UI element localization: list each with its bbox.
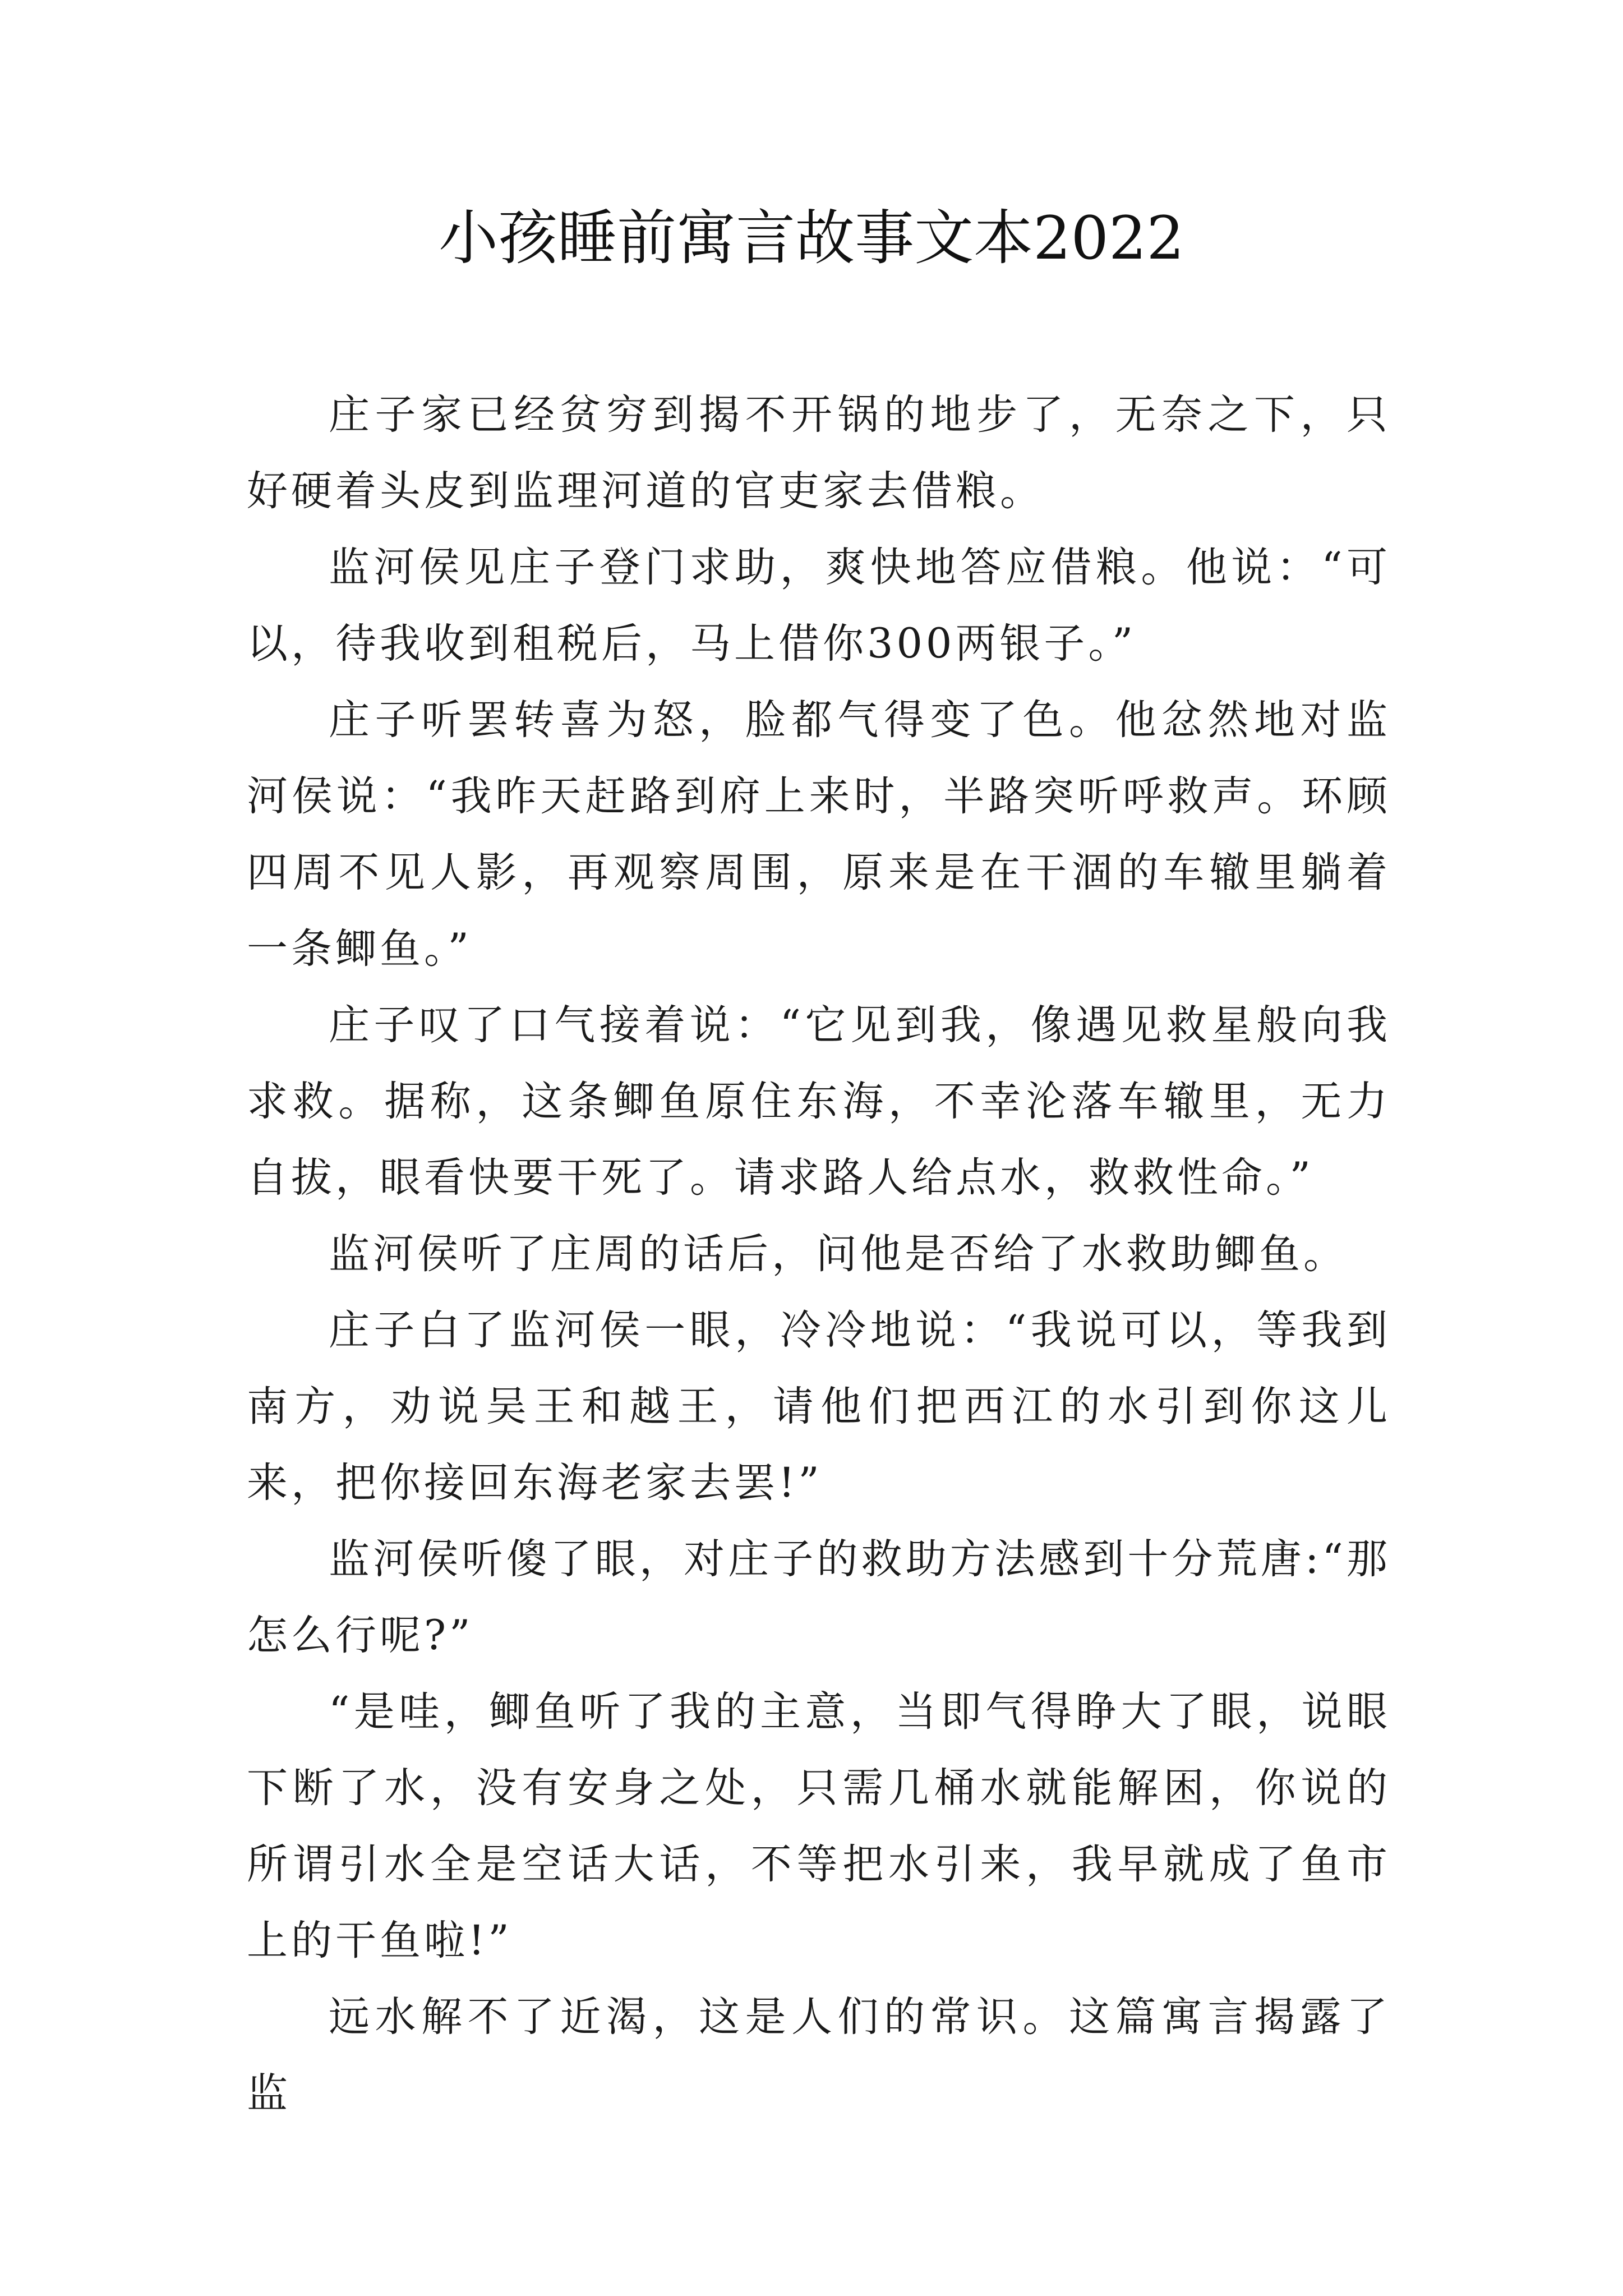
paragraph: 庄子家已经贫穷到揭不开锅的地步了，无奈之下，只好硬着头皮到监理河道的官吏家去借粮。 — [247, 391, 1391, 515]
paragraph: 远水解不了近渴，这是人们的常识。这篇寓言揭露了监 — [247, 1993, 1391, 2117]
paragraph: 庄子白了监河侯一眼，冷冷地说：“我说可以，等我到南方，劝说吴王和越王，请他们把西江的水引到你这儿来，把你接回东海老家去罢!” — [247, 1306, 1391, 1507]
paragraph: 监河侯听傻了眼，对庄子的救助方法感到十分荒唐:“那怎么行呢?” — [247, 1535, 1391, 1659]
document-body — [247, 377, 1391, 2132]
paragraph: 监河侯听了庄周的话后，问他是否给了水救助鲫鱼。 — [329, 1230, 1348, 1278]
paragraph: “是哇，鲫鱼听了我的主意，当即气得睁大了眼，说眼下断了水，没有安身之处，只需几桶水就能解困，你说的所谓引水全是空话大话，不等把水引来，我早就成了鱼市上的干鱼啦!” — [247, 1688, 1391, 1964]
paragraph: 庄子叹了口气接着说：“它见到我，像遇见救星般向我求救。据称，这条鲫鱼原住东海，不幸沦落车辙里，无力自拔，眼看快要干死了。请求路人给点水，救救性命。” — [247, 1001, 1391, 1202]
document-title: 小孩睡前寓言故事文本2022 — [439, 204, 1184, 273]
paragraph: 监河侯见庄子登门求助，爽快地答应借粮。他说：“可以，待我收到租税后，马上借你300两银子。” — [247, 544, 1391, 668]
paragraph: 庄子听罢转喜为怒，脸都气得变了色。他忿然地对监河侯说：“我昨天赶路到府上来时，半路突听呼救声。环顾四周不见人影，再观察周围，原来是在干涸的车辙里躺着一条鲫鱼。” — [247, 696, 1391, 973]
